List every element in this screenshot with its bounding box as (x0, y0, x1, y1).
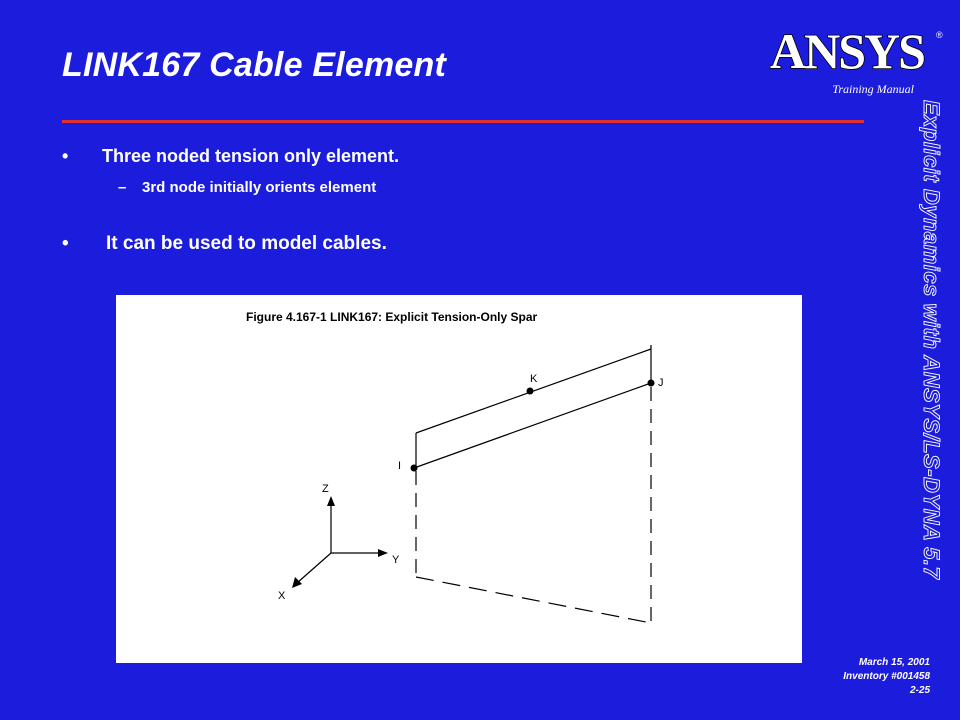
z-axis-label: Z (322, 483, 329, 495)
logo-text: ANSYS (770, 24, 924, 76)
bullet-text: Three noded tension only element. (102, 146, 400, 166)
bullet-marker: • (62, 146, 69, 166)
y-axis-arrow (378, 549, 388, 557)
title-divider (62, 120, 864, 123)
node-label-j: J (658, 377, 664, 389)
x-axis-arrow (292, 577, 302, 588)
bullet-item (62, 233, 387, 255)
dashed-line-base (416, 577, 651, 623)
bullet-marker: • (62, 233, 69, 254)
node-label-k: K (530, 373, 538, 385)
sub-bullet-text: 3rd node initially orients element (142, 179, 377, 196)
node-i (411, 465, 418, 472)
bullet-item (62, 146, 399, 167)
element-line-ij (414, 383, 651, 468)
x-axis-label: X (278, 590, 286, 602)
footer-date: March 15, 2001 (858, 657, 930, 668)
footer-page-number: 2-25 (909, 685, 930, 696)
slide-footer (843, 656, 930, 698)
bullet-text: It can be used to model cables. (106, 233, 387, 254)
sub-bullet-marker: – (118, 179, 127, 196)
node-k (527, 388, 534, 395)
figure-caption: Figure 4.167-1 LINK167: Explicit Tension-Only Spar (246, 310, 538, 324)
footer-inventory: Inventory #001458 (843, 671, 930, 682)
sub-bullet-item (118, 179, 376, 196)
node-label-i: I (398, 460, 402, 472)
training-manual-label: Training Manual (832, 82, 914, 96)
z-axis-arrow (327, 496, 335, 506)
slide-title: LINK167 Cable Element (62, 46, 446, 84)
side-title-text: Explicit Dynamics with ANSYS/LS-DYNA 5.7 (919, 100, 944, 580)
node-j (648, 380, 655, 387)
y-axis-label: Y (392, 554, 400, 566)
side-title (910, 92, 954, 622)
logo-registered-mark: ® (936, 30, 943, 40)
link167-figure (116, 295, 802, 663)
ansys-logo (770, 24, 946, 76)
x-axis-line (297, 553, 331, 583)
